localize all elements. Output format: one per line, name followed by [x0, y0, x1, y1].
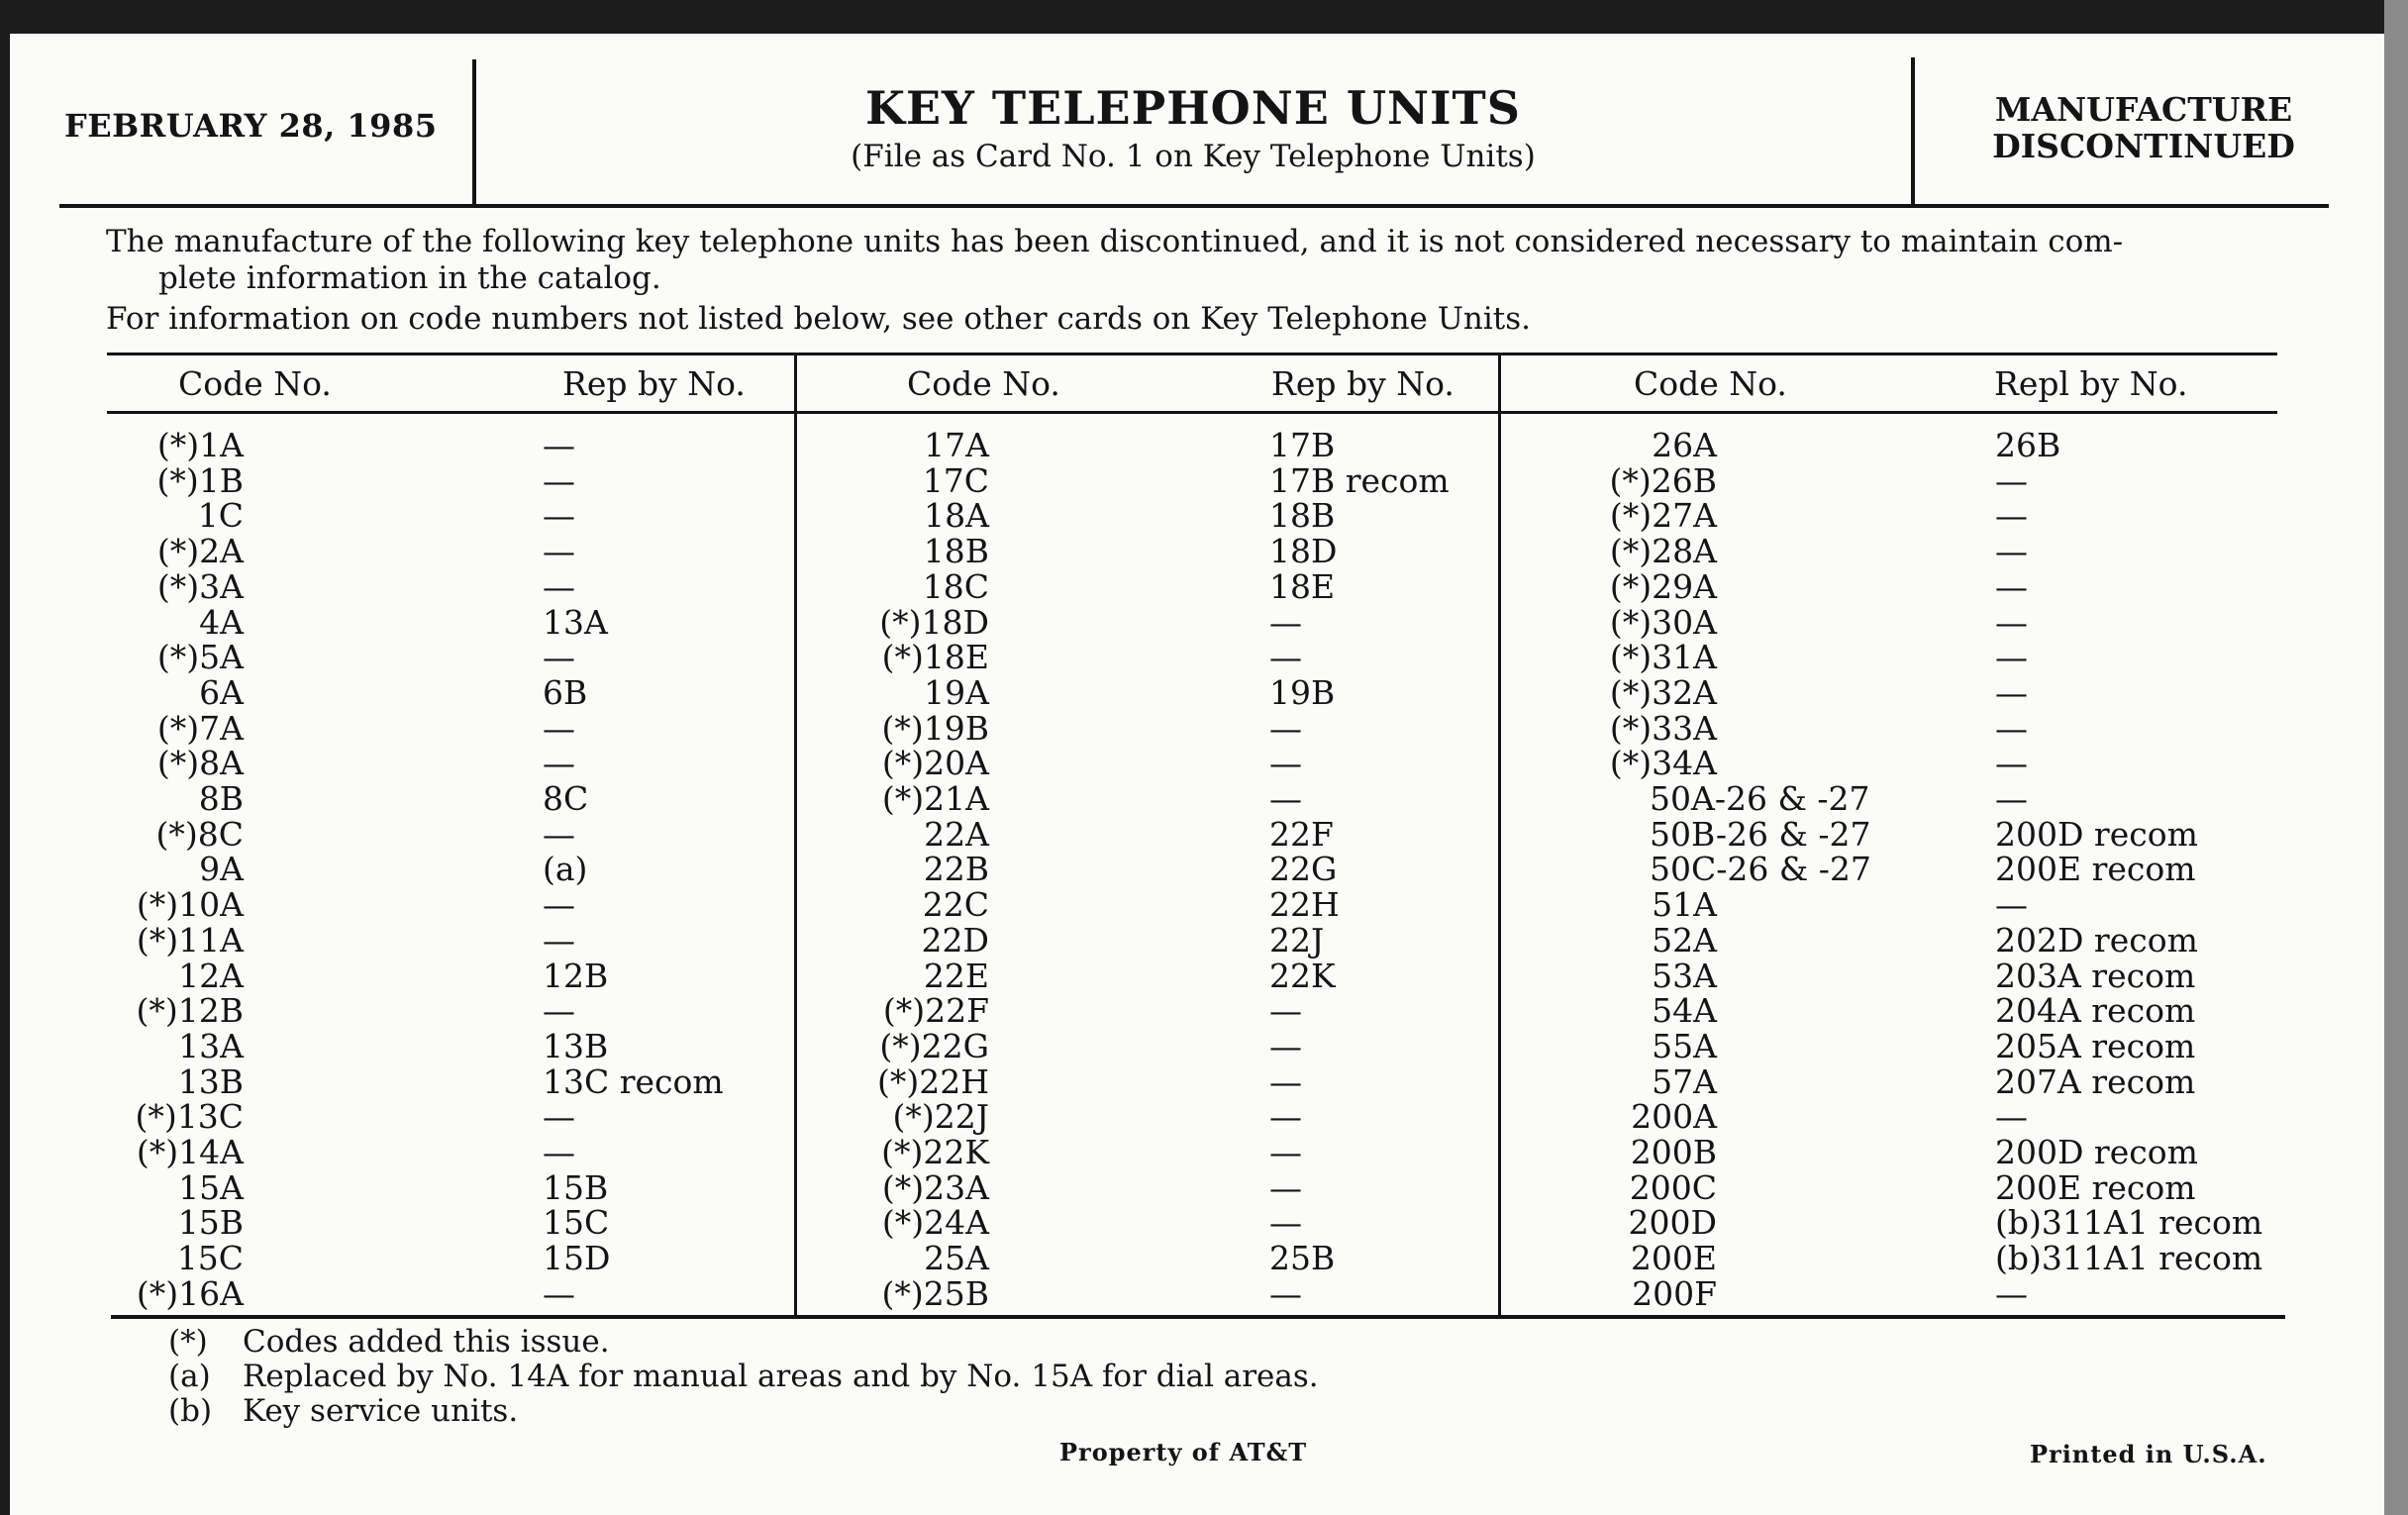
- rep-cell: 17B recom: [1269, 460, 1450, 500]
- code-cell: 200F: [1632, 1273, 1717, 1313]
- code-cell: 53A: [1652, 956, 1717, 995]
- code-cell: 51A: [1652, 885, 1717, 925]
- rep-cell: —: [1995, 885, 2028, 925]
- rep-cell: 15C: [543, 1203, 610, 1243]
- rep-cell: —: [1995, 708, 2028, 748]
- code-cell: 12A: [178, 956, 244, 995]
- header-divider-right: [1911, 57, 1915, 206]
- rep-cell: —: [1995, 672, 2028, 712]
- rep-cell: —: [543, 532, 575, 571]
- col1-code-header: Code No.: [178, 364, 332, 403]
- rep-cell: 18E: [1269, 566, 1336, 606]
- code-cell: (*)34A: [1609, 744, 1717, 783]
- table-bottom-rule: [111, 1315, 2285, 1319]
- rep-cell: —: [1269, 638, 1302, 677]
- code-cell: (*)21A: [881, 779, 989, 818]
- page-title: KEY TELEPHONE UNITS: [865, 81, 1521, 135]
- footnote-text: Replaced by No. 14A for manual areas and by No. 15A for dial areas.: [243, 1359, 1319, 1394]
- rep-cell: 13C recom: [543, 1061, 724, 1101]
- intro-text: [106, 224, 2314, 338]
- footnote-key: (b): [168, 1393, 213, 1429]
- code-cell: (*)7A: [156, 708, 244, 748]
- rep-cell: —: [1995, 638, 2028, 677]
- footnote-key: (*): [168, 1324, 208, 1360]
- rep-cell: 18B: [1269, 496, 1336, 536]
- code-cell: (*)18D: [879, 602, 989, 642]
- code-cell: (*)10A: [136, 885, 244, 925]
- rep-cell: —: [543, 496, 575, 536]
- code-cell: (*)30A: [1609, 602, 1717, 642]
- rep-cell: —: [1269, 1167, 1302, 1207]
- code-cell: 15B: [177, 1203, 244, 1243]
- code-cell: 8B: [198, 779, 244, 818]
- rep-cell: —: [543, 1133, 575, 1171]
- code-cell: 15A: [178, 1167, 244, 1207]
- code-cell: 22D: [921, 920, 989, 960]
- code-cell: 50B-26 & -27: [1650, 814, 1871, 854]
- code-cell: 22B: [923, 850, 989, 889]
- code-cell: 50A-26 & -27: [1650, 779, 1870, 818]
- status-line-2: DISCONTINUED: [1992, 127, 2295, 165]
- code-cell: (*)22F: [882, 991, 989, 1031]
- code-cell: (*)19B: [881, 708, 989, 748]
- code-cell: (*)1B: [156, 460, 244, 500]
- code-cell: 25A: [924, 1239, 989, 1278]
- code-cell: (*)5A: [156, 638, 244, 677]
- rep-cell: 15B: [543, 1167, 609, 1207]
- rep-cell: (b)311A1 recom: [1995, 1203, 2263, 1243]
- rep-cell: 13B: [543, 1026, 609, 1065]
- rep-cell: 12B: [543, 956, 609, 995]
- code-cell: (*)24A: [881, 1203, 989, 1243]
- rep-cell: —: [543, 638, 575, 677]
- code-cell: 18C: [922, 566, 989, 606]
- code-cell: (*)16A: [136, 1273, 244, 1313]
- code-cell: (*)22J: [892, 1097, 989, 1137]
- code-cell: (*)18E: [881, 638, 989, 677]
- code-cell: (*)22H: [876, 1061, 989, 1101]
- intro-line-1: The manufacture of the following key telephone units has been discontinued, and it is not considered necessary to maintain com-: [106, 224, 2124, 259]
- rep-cell: —: [1995, 779, 2028, 818]
- rep-cell: 202D recom: [1995, 920, 2198, 960]
- printed-notice: Printed in U.S.A.: [2030, 1440, 2267, 1468]
- issue-date: FEBRUARY 28, 1985: [64, 107, 438, 145]
- code-cell: (*)8C: [155, 814, 244, 854]
- code-cell: 57A: [1652, 1061, 1717, 1101]
- rep-cell: —: [543, 885, 575, 925]
- rep-cell: —: [543, 426, 575, 464]
- rep-cell: —: [1995, 496, 2028, 536]
- col2-code-header: Code No.: [907, 364, 1060, 403]
- rep-cell: 22K: [1269, 956, 1336, 995]
- rep-cell: —: [1995, 1273, 2028, 1313]
- code-cell: 1C: [197, 496, 244, 536]
- code-cell: 6A: [199, 672, 244, 712]
- status-line-1: MANUFACTURE: [1994, 90, 2293, 129]
- footnote-text: Key service units.: [243, 1393, 519, 1429]
- rep-cell: —: [1269, 708, 1302, 748]
- col3-code-header: Code No.: [1634, 364, 1787, 403]
- status-label: [1965, 91, 2322, 164]
- rep-cell: 200D recom: [1995, 1133, 2198, 1171]
- code-cell: 200C: [1629, 1167, 1717, 1207]
- code-cell: 50C-26 & -27: [1650, 850, 1871, 889]
- code-cell: 22E: [923, 956, 989, 995]
- rep-cell: —: [1995, 744, 2028, 783]
- code-cell: 17C: [922, 460, 989, 500]
- code-cell: 22C: [922, 885, 989, 925]
- rep-cell: 22F: [1269, 814, 1334, 854]
- rep-cell: —: [543, 814, 575, 854]
- rep-cell: —: [1995, 566, 2028, 606]
- code-cell: 200E: [1630, 1239, 1717, 1278]
- code-cell: (*)12B: [136, 991, 244, 1031]
- code-cell: 13A: [178, 1026, 244, 1065]
- code-cell: 19A: [924, 672, 989, 712]
- code-cell: 18B: [923, 532, 989, 571]
- code-cell: 52A: [1652, 920, 1717, 960]
- rep-cell: 17B: [1269, 426, 1336, 464]
- code-cell: 18A: [924, 496, 989, 536]
- rep-cell: 200D recom: [1995, 814, 2198, 854]
- rep-cell: —: [543, 708, 575, 748]
- code-cell: 22A: [924, 814, 989, 854]
- rep-cell: 25B: [1269, 1239, 1336, 1278]
- scan-edge: [2384, 0, 2408, 1515]
- rep-cell: 22J: [1269, 920, 1325, 960]
- rep-cell: 203A recom: [1995, 956, 2196, 995]
- col3-rep-header: Repl by No.: [1994, 364, 2188, 403]
- rep-cell: —: [543, 566, 575, 606]
- rep-cell: —: [1269, 779, 1302, 818]
- rep-cell: (a): [543, 850, 588, 889]
- rep-cell: 200E recom: [1995, 1167, 2196, 1207]
- rep-cell: —: [1269, 602, 1302, 642]
- rep-cell: 22H: [1269, 885, 1340, 925]
- code-cell: (*)22G: [879, 1026, 989, 1065]
- footnote: [168, 1394, 1319, 1429]
- code-cell: 55A: [1652, 1026, 1717, 1065]
- code-cell: (*)13C: [135, 1097, 244, 1137]
- rep-cell: —: [543, 1273, 575, 1313]
- rep-cell: —: [1995, 602, 2028, 642]
- rep-cell: —: [1995, 532, 2028, 571]
- rep-cell: —: [1269, 1133, 1302, 1171]
- rep-cell: —: [1269, 1026, 1302, 1065]
- code-cell: (*)8A: [156, 744, 244, 783]
- footnote: [168, 1360, 1319, 1394]
- rep-cell: 15D: [543, 1239, 611, 1278]
- rep-cell: 207A recom: [1995, 1061, 2196, 1101]
- code-cell: (*)29A: [1609, 566, 1717, 606]
- code-cell: (*)32A: [1609, 672, 1717, 712]
- code-cell: (*)26B: [1609, 460, 1717, 500]
- code-cell: (*)25B: [881, 1273, 989, 1313]
- code-cell: (*)3A: [156, 566, 244, 606]
- rep-cell: 6B: [543, 672, 588, 712]
- code-cell: (*)2A: [156, 532, 244, 571]
- col2-rep-header: Rep by No.: [1271, 364, 1455, 403]
- code-cell: 54A: [1652, 991, 1717, 1031]
- code-cell: (*)1A: [156, 426, 244, 464]
- code-cell: (*)23A: [881, 1167, 989, 1207]
- table-header-rule: [107, 411, 2277, 414]
- rep-cell: —: [1269, 1203, 1302, 1243]
- rep-cell: 19B: [1269, 672, 1336, 712]
- rep-cell: 22G: [1269, 850, 1338, 889]
- code-cell: (*)27A: [1609, 496, 1717, 536]
- rep-cell: —: [1995, 1097, 2028, 1137]
- rep-cell: —: [543, 460, 575, 500]
- rep-cell: 205A recom: [1995, 1026, 2196, 1065]
- header-rule: [59, 204, 2329, 208]
- intro-line-3: For information on code numbers not listed below, see other cards on Key Telephone Units.: [106, 301, 1531, 337]
- rep-cell: —: [1269, 991, 1302, 1031]
- rep-cell: —: [543, 920, 575, 960]
- table-top-rule: [107, 353, 2277, 355]
- rep-cell: —: [1995, 460, 2028, 500]
- code-cell: (*)28A: [1609, 532, 1717, 571]
- page-subtitle: (File as Card No. 1 on Key Telephone Units): [851, 139, 1536, 174]
- rep-cell: 204A recom: [1995, 991, 2196, 1031]
- table-divider-2: [1498, 354, 1501, 1317]
- rep-cell: —: [1269, 1097, 1302, 1137]
- col1-rep-header: Rep by No.: [562, 364, 746, 403]
- rep-cell: 8C: [543, 779, 589, 818]
- table-divider-1: [794, 354, 797, 1317]
- code-cell: 200D: [1628, 1203, 1717, 1243]
- code-cell: 13B: [177, 1061, 244, 1101]
- rep-cell: —: [1269, 1061, 1302, 1101]
- code-cell: (*)14A: [136, 1133, 244, 1171]
- property-notice: Property of AT&T: [1059, 1438, 1308, 1466]
- rep-cell: 18D: [1269, 532, 1338, 571]
- footnote-text: Codes added this issue.: [243, 1324, 610, 1360]
- rep-cell: —: [1269, 744, 1302, 783]
- code-cell: (*)11A: [136, 920, 244, 960]
- code-cell: (*)20A: [881, 744, 989, 783]
- rep-cell: 200E recom: [1995, 850, 2196, 889]
- code-cell: 15C: [176, 1239, 244, 1278]
- rep-cell: —: [543, 744, 575, 783]
- code-cell: 17A: [924, 426, 989, 464]
- rep-cell: (b)311A1 recom: [1995, 1239, 2263, 1278]
- code-cell: 200B: [1630, 1133, 1717, 1171]
- code-cell: 200A: [1631, 1097, 1717, 1137]
- code-cell: 9A: [199, 850, 244, 889]
- code-cell: (*)22K: [881, 1133, 989, 1171]
- footnote: [168, 1325, 1319, 1360]
- intro-line-2: plete information in the catalog.: [158, 260, 661, 296]
- code-cell: 4A: [199, 602, 244, 642]
- code-cell: 26A: [1652, 426, 1717, 464]
- footnote-key: (a): [168, 1359, 211, 1394]
- code-cell: (*)31A: [1609, 638, 1717, 677]
- header-title-block: [475, 81, 1911, 174]
- code-cell: (*)33A: [1609, 708, 1717, 748]
- rep-cell: —: [543, 991, 575, 1031]
- rep-cell: 26B: [1995, 426, 2061, 464]
- rep-cell: 13A: [543, 602, 608, 642]
- rep-cell: —: [1269, 1273, 1302, 1313]
- rep-cell: —: [543, 1097, 575, 1137]
- footnotes: [168, 1325, 1319, 1429]
